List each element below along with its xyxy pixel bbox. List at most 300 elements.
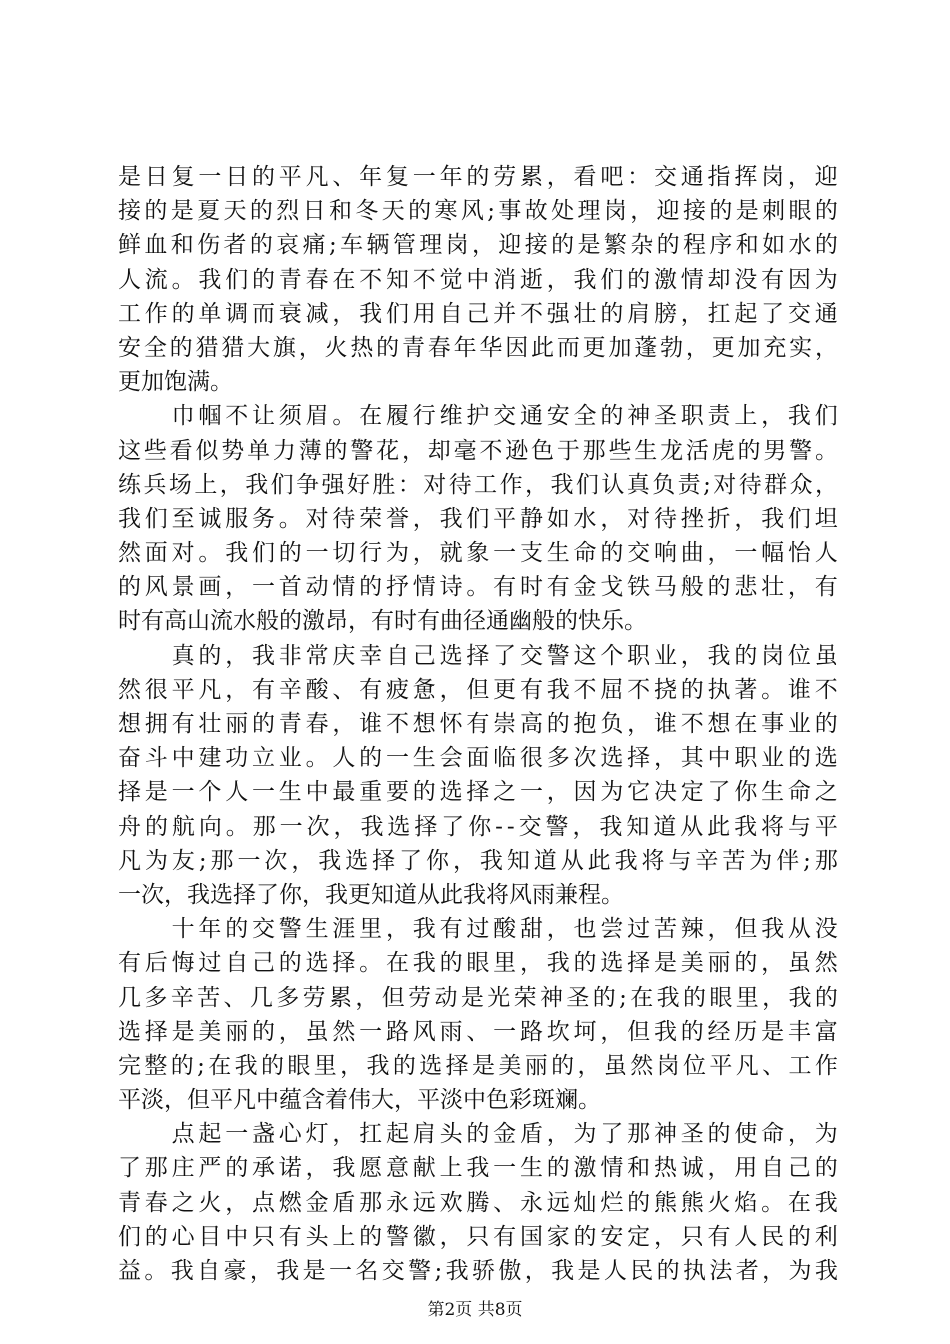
text-char: 幸	[359, 642, 383, 669]
text-char: 人	[734, 1223, 758, 1250]
text-char: 那	[627, 1121, 651, 1148]
text-char: 工	[788, 1052, 812, 1079]
text-char: 火	[324, 334, 348, 361]
text-char: ，	[401, 437, 425, 464]
text-line	[118, 297, 838, 331]
text-char: 大	[247, 334, 271, 361]
text-char: 誉	[385, 505, 409, 532]
text-char: 我	[366, 1052, 390, 1079]
text-char: 金	[573, 574, 597, 601]
text-char: ，	[412, 505, 436, 532]
text-char: 火	[198, 1189, 222, 1216]
text-char: 待	[653, 505, 677, 532]
text-char: 年	[359, 164, 383, 190]
text-char: 诺	[278, 1155, 302, 1182]
text-char: 道	[653, 813, 677, 840]
text-char: 和	[735, 232, 759, 259]
text-char: 的	[656, 232, 680, 259]
text-char: ，	[439, 676, 463, 703]
text-char: 安	[118, 334, 141, 361]
text-char: 我	[653, 1018, 677, 1045]
text-char: 的	[680, 676, 704, 703]
text-char: 通	[519, 403, 543, 430]
text-char: 荣	[359, 505, 383, 532]
text-char: 的	[683, 984, 706, 1011]
text-char: 警	[278, 916, 302, 943]
text-char: 是	[171, 1018, 195, 1045]
text-char: 静	[519, 505, 543, 532]
text-char: ：	[627, 164, 651, 190]
text-char: 春	[305, 266, 329, 293]
text-char: 岗	[761, 642, 785, 669]
text-char: 的	[144, 1223, 168, 1250]
text-char: 欢	[439, 1189, 463, 1216]
text-char: 命	[573, 540, 597, 567]
text-char: 从	[560, 847, 584, 874]
text-char: 华	[479, 334, 503, 361]
text-char: 起	[734, 300, 758, 327]
text-line	[118, 775, 838, 809]
text-char: 会	[439, 745, 463, 772]
text-char: 严	[198, 1155, 222, 1182]
text-char: 凡	[118, 847, 141, 874]
text-char: 不	[519, 300, 543, 327]
text-char: 平	[709, 1052, 733, 1079]
text-line	[118, 946, 838, 980]
text-char: 灯	[305, 1121, 329, 1148]
text-char: 的	[814, 198, 838, 225]
text-char: 是	[118, 164, 141, 190]
text-char: 切	[332, 540, 356, 567]
text-line	[118, 981, 838, 1015]
text-char: 警	[546, 642, 570, 669]
text-char: 里	[359, 916, 383, 943]
text-char: 谁	[653, 711, 677, 737]
text-line	[118, 1186, 838, 1220]
text-char: 的	[551, 232, 575, 259]
text-char: 责	[677, 471, 701, 498]
text-char: 谁	[787, 676, 811, 703]
text-char: 活	[685, 437, 709, 464]
text-char: 熊	[653, 1189, 677, 1216]
text-char: 不	[412, 266, 436, 293]
text-char: ，	[278, 1018, 302, 1045]
text-char: 的	[198, 642, 222, 669]
text-char: 调	[225, 300, 249, 327]
text-char: 痛	[302, 232, 326, 259]
text-char: 肩	[412, 1121, 436, 1148]
text-char: 的	[359, 1223, 383, 1250]
text-char: 执	[707, 676, 731, 703]
text-char: 点	[251, 1189, 275, 1216]
text-char: 扛	[707, 300, 731, 327]
text-char: 个	[600, 642, 624, 669]
text-char: 有	[359, 676, 383, 703]
text-char: 一	[305, 540, 329, 567]
text-char: 辛	[278, 676, 302, 703]
text-char: 者	[223, 232, 247, 259]
text-line	[118, 263, 838, 297]
text-char: 承	[251, 1155, 275, 1182]
text-char: ，	[298, 334, 322, 361]
text-char: 对	[423, 471, 447, 498]
text-char: 过	[627, 916, 651, 943]
text-char: ;	[197, 1052, 205, 1079]
text-char: ，	[219, 471, 243, 498]
text-char: 光	[487, 984, 511, 1011]
text-char: 之	[814, 779, 838, 806]
text-char: 理	[419, 232, 443, 259]
text-char: 多	[276, 984, 300, 1011]
text-char: 一	[198, 164, 222, 190]
text-char: 起	[385, 1121, 409, 1148]
text-char: 苦	[722, 847, 746, 874]
text-char	[145, 1117, 168, 1151]
text-char: 傲	[498, 1258, 522, 1284]
text-char: 的	[551, 1052, 575, 1079]
text-char: 我	[707, 642, 731, 669]
text-char: 练	[118, 471, 141, 498]
text-char: 神	[653, 1121, 677, 1148]
text-char: 。	[225, 813, 249, 840]
text-char: 是	[735, 198, 759, 225]
text-line	[118, 468, 838, 502]
text-char: 些	[608, 437, 632, 464]
text-char: 那	[144, 1155, 168, 1182]
text-char: 圣	[566, 984, 590, 1011]
text-char: 然	[118, 540, 141, 567]
text-char: ，	[685, 334, 709, 361]
text-char: 眉	[305, 403, 329, 430]
text-char: 熊	[680, 1189, 704, 1216]
text-char: 你	[426, 847, 449, 874]
text-char: 生	[546, 540, 570, 567]
text-char: 的	[592, 984, 616, 1011]
text-char: 职	[627, 642, 651, 669]
text-char: 焰	[734, 1189, 758, 1216]
text-char: 。	[761, 676, 785, 703]
text-char: 知	[626, 813, 650, 840]
text-char: 圣	[653, 403, 677, 430]
text-char: 远	[412, 1189, 436, 1216]
text-char: 交	[519, 642, 543, 669]
text-char: 用	[734, 1155, 758, 1182]
text-char: 的	[324, 437, 348, 464]
text-char: 职	[680, 403, 704, 430]
text-char: 神	[540, 984, 563, 1011]
text-char: 壮	[573, 300, 597, 327]
text-char: 年	[439, 164, 463, 190]
text-line	[118, 434, 838, 468]
text-char: 一	[519, 779, 543, 806]
text-char: 我	[245, 471, 269, 498]
text-char: 为	[573, 1121, 597, 1148]
text-char: 家	[546, 1223, 570, 1250]
text-char: 好	[346, 471, 370, 498]
text-char: 事	[498, 198, 522, 225]
text-char: 一	[493, 1018, 517, 1045]
text-char: 们	[144, 505, 168, 532]
text-char: 著	[734, 676, 758, 703]
text-line	[118, 160, 838, 194]
text-char: 马	[653, 574, 677, 601]
text-char: 献	[412, 1155, 436, 1182]
text-char: 命	[787, 779, 811, 806]
text-char: 崇	[493, 711, 517, 737]
text-char: 了	[441, 813, 465, 840]
text-char: 苦	[653, 916, 677, 943]
text-char: 岗	[445, 232, 469, 259]
text-char: 不	[225, 403, 249, 430]
text-char: 行	[412, 403, 436, 430]
text-char: 燃	[278, 1189, 302, 1216]
text-char: 们	[251, 540, 275, 567]
text-char: 从	[680, 813, 704, 840]
text-char: 的	[144, 198, 168, 225]
text-char: 接	[683, 198, 706, 225]
text-char: ，	[546, 266, 570, 293]
text-char: 、	[466, 1018, 490, 1045]
text-char: 业	[653, 642, 677, 669]
text-char: 单	[247, 437, 271, 464]
text-char: ，	[653, 1223, 677, 1250]
text-char: 拥	[144, 711, 168, 737]
text-char: 看	[573, 164, 597, 190]
text-char: 水	[573, 505, 597, 532]
text-char: 猎	[221, 334, 245, 361]
text-char: 劳	[302, 984, 326, 1011]
text-char: 中	[707, 745, 731, 772]
text-char: ，	[680, 642, 704, 669]
text-char: 强	[546, 300, 570, 327]
text-char: 灿	[573, 1189, 597, 1216]
text-char: 铁	[627, 574, 651, 601]
text-char: 一	[493, 1155, 517, 1182]
text-char: 却	[707, 266, 731, 293]
text-char: 使	[734, 1121, 758, 1148]
text-char: 一	[734, 540, 758, 567]
text-char: 选	[419, 1052, 443, 1079]
text-char: 此	[531, 334, 554, 361]
text-char: 职	[734, 745, 758, 772]
text-char: 水	[788, 232, 812, 259]
text-char: 中	[305, 779, 329, 806]
text-char: 丰	[787, 1018, 811, 1045]
text-char: 履	[385, 403, 409, 430]
text-char	[145, 399, 168, 433]
text-char: 减	[305, 300, 329, 327]
text-char: 的	[707, 574, 731, 601]
text-char: 舟	[118, 813, 141, 840]
text-char: ，	[707, 916, 731, 943]
text-char: 然	[814, 950, 838, 977]
text-char: 怀	[439, 711, 463, 737]
text-line	[118, 1151, 838, 1185]
text-char: 金	[493, 1121, 517, 1148]
text-char: 们	[787, 505, 811, 532]
text-char: 于	[556, 437, 580, 464]
text-char: 你	[734, 779, 758, 806]
text-char: 指	[707, 164, 731, 190]
text-char: 。	[171, 266, 195, 293]
text-char: 己	[787, 1155, 811, 1182]
text-char: 画	[198, 574, 222, 601]
text-char: ，	[525, 471, 548, 498]
text-char: 血	[144, 232, 168, 259]
text-char: 勃	[660, 334, 684, 361]
text-char: 劳	[493, 164, 517, 190]
text-char: 责	[707, 403, 731, 430]
text-char: 但	[734, 916, 758, 943]
text-char: 中	[171, 745, 195, 772]
text-char: 在	[734, 711, 758, 737]
text-char: 的	[359, 574, 383, 601]
text-char: 挥	[734, 164, 758, 190]
text-char: 上	[194, 471, 218, 498]
text-char: 在	[630, 984, 654, 1011]
text-char: 般	[680, 574, 704, 601]
text-char: 的	[392, 1052, 416, 1079]
text-char: 的	[171, 300, 195, 327]
text-char: 了	[707, 779, 731, 806]
text-char: ，	[333, 813, 357, 840]
text-char: 们	[385, 300, 409, 327]
text-char: 、	[332, 164, 356, 190]
text-char: 经	[707, 1018, 731, 1045]
text-char: 衰	[278, 300, 302, 327]
text-char: 尝	[600, 916, 624, 943]
text-char: 为	[385, 540, 409, 567]
text-char: 交	[627, 540, 651, 567]
text-char: 的	[734, 950, 758, 977]
text-char: ，	[355, 984, 379, 1011]
text-char: 眼	[287, 1052, 311, 1079]
text-char: 里	[735, 984, 759, 1011]
text-char: 似	[195, 437, 219, 464]
text-char: 有	[707, 1223, 731, 1250]
text-char: 此	[587, 847, 611, 874]
text-char: 我	[479, 847, 503, 874]
text-char: 生	[305, 916, 329, 943]
text-char: 整	[144, 1052, 168, 1079]
text-char: 工	[118, 300, 141, 327]
text-char	[118, 912, 141, 946]
text-char: 毫	[453, 437, 477, 464]
text-char: 愿	[359, 1155, 383, 1182]
text-char: 有	[171, 711, 195, 737]
text-char: 薄	[298, 437, 322, 464]
text-char: 交	[381, 1258, 405, 1284]
text-char: ，	[762, 984, 786, 1011]
text-char: ，	[439, 1223, 463, 1250]
text-char: 景	[171, 574, 195, 601]
text-line	[118, 536, 838, 570]
text-char: 曲	[680, 540, 704, 567]
text-char: 年	[198, 916, 222, 943]
text-char: 在	[787, 1189, 811, 1216]
text-char: ，	[572, 813, 596, 840]
text-char: 过	[466, 916, 490, 943]
text-char: 只	[251, 1223, 275, 1250]
text-char: 的	[573, 1223, 597, 1250]
text-char: ，	[332, 711, 356, 737]
text-char: 众	[789, 471, 813, 498]
text-char: 作	[144, 300, 168, 327]
text-char: 盾	[332, 1189, 356, 1216]
text-char: 有	[278, 1223, 302, 1250]
text-char: 是	[302, 1258, 326, 1284]
text-char: 服	[225, 505, 249, 532]
text-char: 警	[350, 437, 374, 464]
text-char: 的	[251, 164, 275, 190]
text-char: 上	[734, 403, 758, 430]
text-char: 帼	[198, 403, 222, 430]
text-char: ，	[524, 1258, 548, 1284]
text-char: 几	[249, 984, 273, 1011]
text-char: 头	[439, 1121, 463, 1148]
text-char: 为	[749, 847, 773, 874]
text-char: 丽	[707, 950, 731, 977]
text-char: 幅	[761, 540, 785, 567]
text-char: 高	[519, 711, 543, 737]
text-char: 一	[329, 1258, 352, 1284]
text-char: 择	[466, 642, 490, 669]
text-char: 心	[171, 1223, 195, 1250]
text-char: 我	[761, 505, 785, 532]
text-char: 执	[683, 1258, 706, 1284]
text-char: 了	[600, 1121, 624, 1148]
text-char: 选	[439, 779, 463, 806]
text-char: ，	[734, 505, 758, 532]
text-char: 己	[466, 300, 490, 327]
text-char: 那	[359, 1189, 383, 1216]
text-char: ，	[814, 334, 838, 361]
text-char: 的	[546, 711, 570, 737]
text-char: 自	[439, 300, 463, 327]
text-char: 的	[600, 300, 624, 327]
text-char: 的	[261, 1052, 284, 1079]
text-char: 选	[387, 813, 411, 840]
text-line	[118, 1254, 838, 1288]
text-char: 酸	[305, 676, 329, 703]
text-char: 次	[264, 847, 288, 874]
text-char: 务	[251, 505, 275, 532]
text-char: ，	[546, 916, 570, 943]
text-char: 一	[279, 813, 303, 840]
text-char: 负	[600, 711, 624, 737]
text-char: 交	[787, 300, 811, 327]
text-char: 迎	[814, 164, 838, 190]
text-char: 。	[332, 403, 356, 430]
text-char: 的	[278, 540, 302, 567]
text-char: 的	[680, 1018, 704, 1045]
text-char: ，	[761, 950, 785, 977]
text-char: 疲	[385, 676, 409, 703]
text-char: 冬	[355, 198, 379, 225]
text-char: 向	[198, 813, 222, 840]
text-char: 岗	[656, 1052, 680, 1079]
text-char: 一	[359, 1018, 383, 1045]
text-char: 加	[608, 334, 632, 361]
text-char: 平	[171, 676, 195, 703]
text-char: 人	[225, 779, 249, 806]
text-char: ，	[249, 1258, 273, 1284]
text-char: 杂	[630, 232, 654, 259]
text-char: 的	[169, 334, 193, 361]
text-char: 选	[305, 950, 329, 977]
text-char: 但	[466, 676, 490, 703]
text-char: 的	[814, 1155, 838, 1182]
